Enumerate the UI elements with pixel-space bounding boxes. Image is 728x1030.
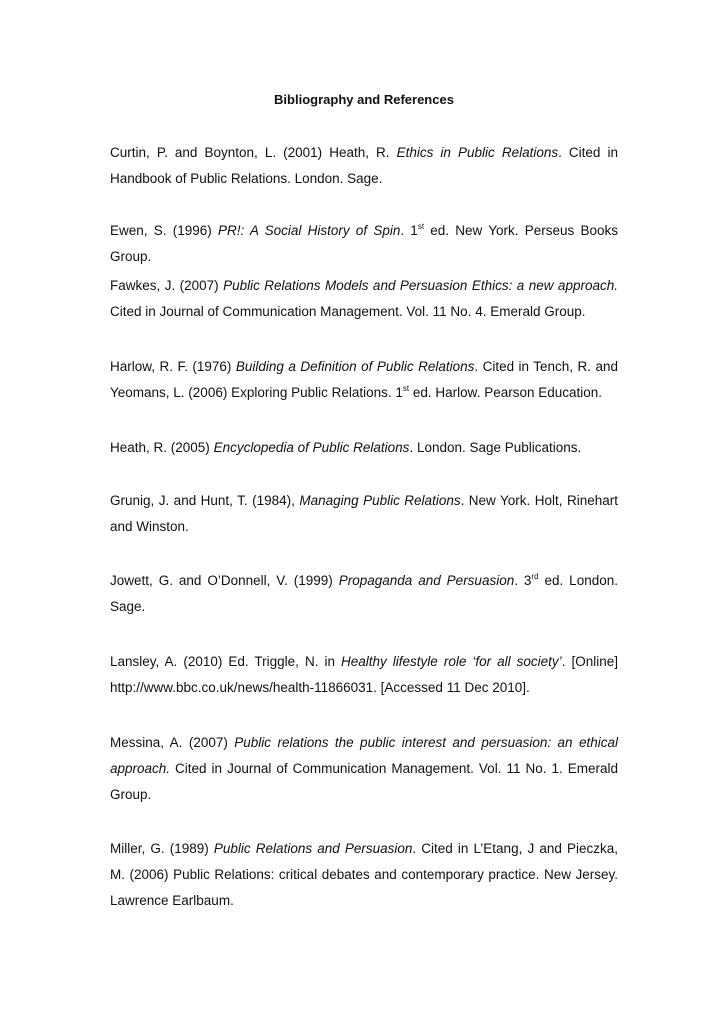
reference-authors: Jowett, G. and O’Donnell, V. (1999) [110,573,339,588]
reference-work-title: Propaganda and Persuasion [338,573,515,588]
reference-work-title: Managing Public Relations [299,493,461,508]
reference-authors: Fawkes, J. (2007) [110,278,224,293]
reference-details: Cited in Journal of Communication Management. Vol. 11 No. 4. Emerald Group. [110,304,586,319]
reference-work-title: Building a Definition of Public Relations [235,359,475,374]
reference-work-title: Ethics in Public Relations [396,145,559,160]
reference-entry [110,488,618,540]
reference-details-cont: ed. London. Sage. [110,573,618,614]
reference-details: . Cited in Tench, R. and Yeomans, L. (2006) Exploring Public Relations. 1 [110,359,619,400]
reference-details: . Cited in L’Etang, J and Pieczka, M. (2006) Public Relations: critical debates and contemporary practice. New Jersey. Lawrence Earlbaum. [110,841,618,908]
reference-details: . New York. Holt, Rinehart and Winston. [110,493,618,534]
reference-authors: Miller, G. (1989) [110,841,214,856]
reference-work-title: Healthy lifestyle role ‘for all society’ [341,654,562,669]
reference-work-title: Public Relations and Persuasion [213,841,413,856]
reference-entry [110,568,618,620]
reference-entry [110,218,618,270]
reference-entry [110,273,618,325]
reference-authors: Heath, R. (2005) [110,440,214,455]
reference-authors: Curtin, P. and Boynton, L. (2001) Heath, R. [110,145,397,160]
reference-work-title: PR!: A Social History of Spin [217,223,401,238]
reference-entry [110,836,618,914]
reference-authors: Lansley, A. (2010) Ed. Triggle, N. in [110,654,341,669]
reference-details: . Cited in Handbook of Public Relations. London. Sage. [110,145,618,186]
reference-details: Cited in Journal of Communication Management. Vol. 11 No. 1. Emerald Group. [110,761,618,802]
ordinal-suffix: rd [531,572,539,581]
reference-details-cont: ed. New York. Perseus Books Group. [110,223,618,264]
reference-work-title: Encyclopedia of Public Relations [213,440,410,455]
reference-details: . [Online] http://www.bbc.co.uk/news/health-11866031. [Accessed 11 Dec 2010]. [110,654,618,695]
reference-authors: Harlow, R. F. (1976) [110,359,236,374]
reference-entry [110,649,618,701]
ordinal-suffix: st [402,384,410,393]
reference-authors: Grunig, J. and Hunt, T. (1984), [110,493,300,508]
reference-work-title: Public relations the public interest and persuasion: an ethical approach. [110,735,618,776]
reference-details: . 3 [514,573,532,588]
reference-details-cont: ed. Harlow. Pearson Education. [409,385,603,400]
reference-entry [110,140,618,192]
reference-details: . London. Sage Publications. [409,440,582,455]
reference-entry [110,354,618,406]
reference-details: . 1 [400,223,418,238]
reference-authors: Messina, A. (2007) [110,735,235,750]
reference-authors: Ewen, S. (1996) [110,223,218,238]
page-title: Bibliography and References [274,92,454,107]
ordinal-suffix: st [417,222,425,231]
reference-entry [110,730,618,808]
reference-work-title: Public Relations Models and Persuasion Ethics: a new approach. [223,278,618,293]
reference-entry [110,435,618,461]
